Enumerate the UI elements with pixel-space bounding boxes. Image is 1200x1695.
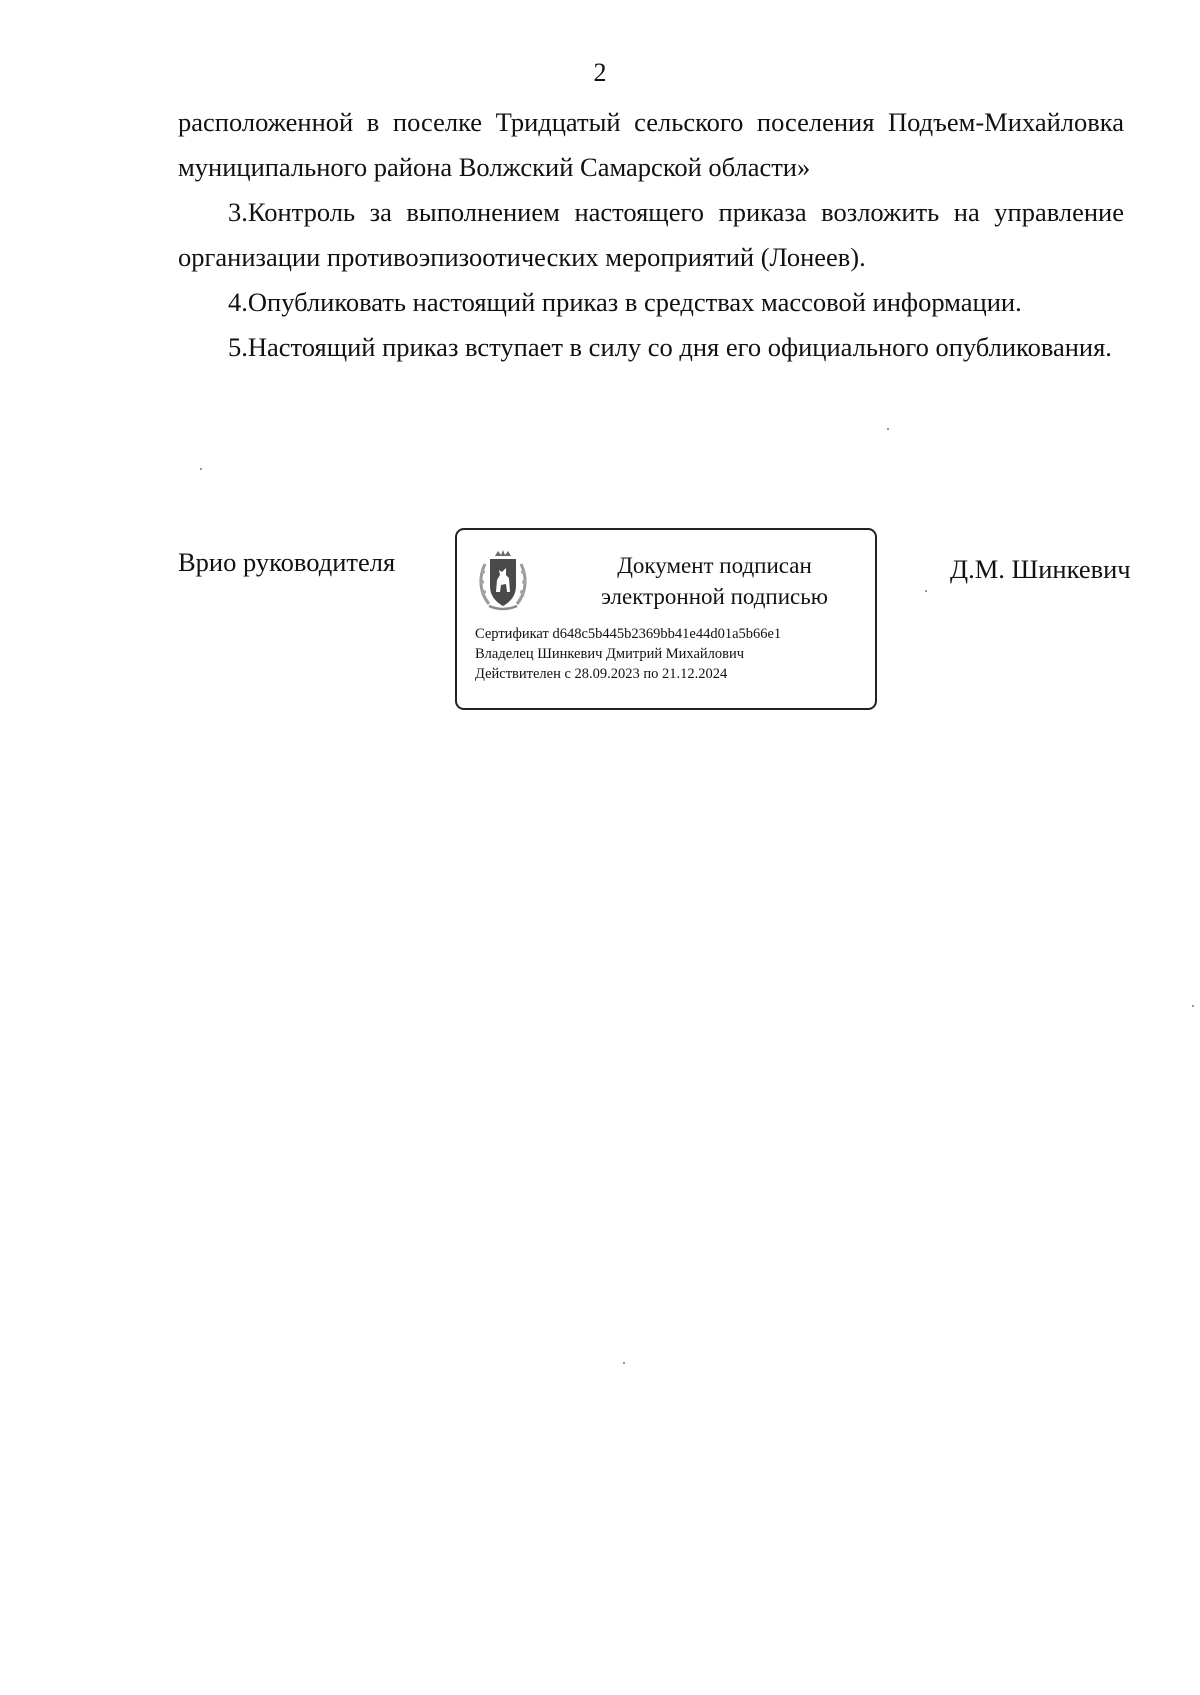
document-body — [178, 100, 1124, 370]
stamp-details — [475, 624, 870, 684]
signatory-name: Д.М. Шинкевич — [950, 554, 1131, 584]
stamp-heading — [572, 550, 857, 612]
paragraph-item-5: 5.Настоящий приказ вступает в силу со дня его официального опубликования. — [228, 332, 1112, 362]
electronic-signature-stamp — [455, 528, 877, 710]
owner-line: Владелец Шинкевич Дмитрий Михайлович — [475, 646, 745, 662]
paragraph-continuation: расположенной в поселке Тридцатый сельского поселения Подъем-Михайловка муниципального района Волжский Самарской области» — [178, 107, 1124, 182]
scan-speck — [200, 468, 202, 470]
scan-speck — [1192, 1005, 1194, 1007]
paragraph-item-3: 3.Контроль за выполнением настоящего приказа возложить на управление организации противоэпизоотических мероприятий (Лонеев). — [178, 197, 1124, 272]
scan-speck — [887, 428, 889, 430]
scan-speck — [623, 1362, 625, 1364]
scan-speck — [925, 590, 927, 592]
coat-of-arms-icon — [475, 548, 531, 612]
paragraph-item-4: 4.Опубликовать настоящий приказ в средствах массовой информации. — [228, 287, 1022, 317]
signatory-title: Врио руководителя — [178, 547, 396, 577]
certificate-line: Сертификат d648c5b445b2369bb41e44d01a5b66e1 — [475, 626, 782, 642]
stamp-heading-line-2: электронной подписью — [601, 584, 828, 609]
page-number: 2 — [593, 58, 607, 87]
validity-line: Действителен с 28.09.2023 по 21.12.2024 — [475, 666, 728, 682]
stamp-heading-line-1: Документ подписан — [617, 553, 812, 578]
